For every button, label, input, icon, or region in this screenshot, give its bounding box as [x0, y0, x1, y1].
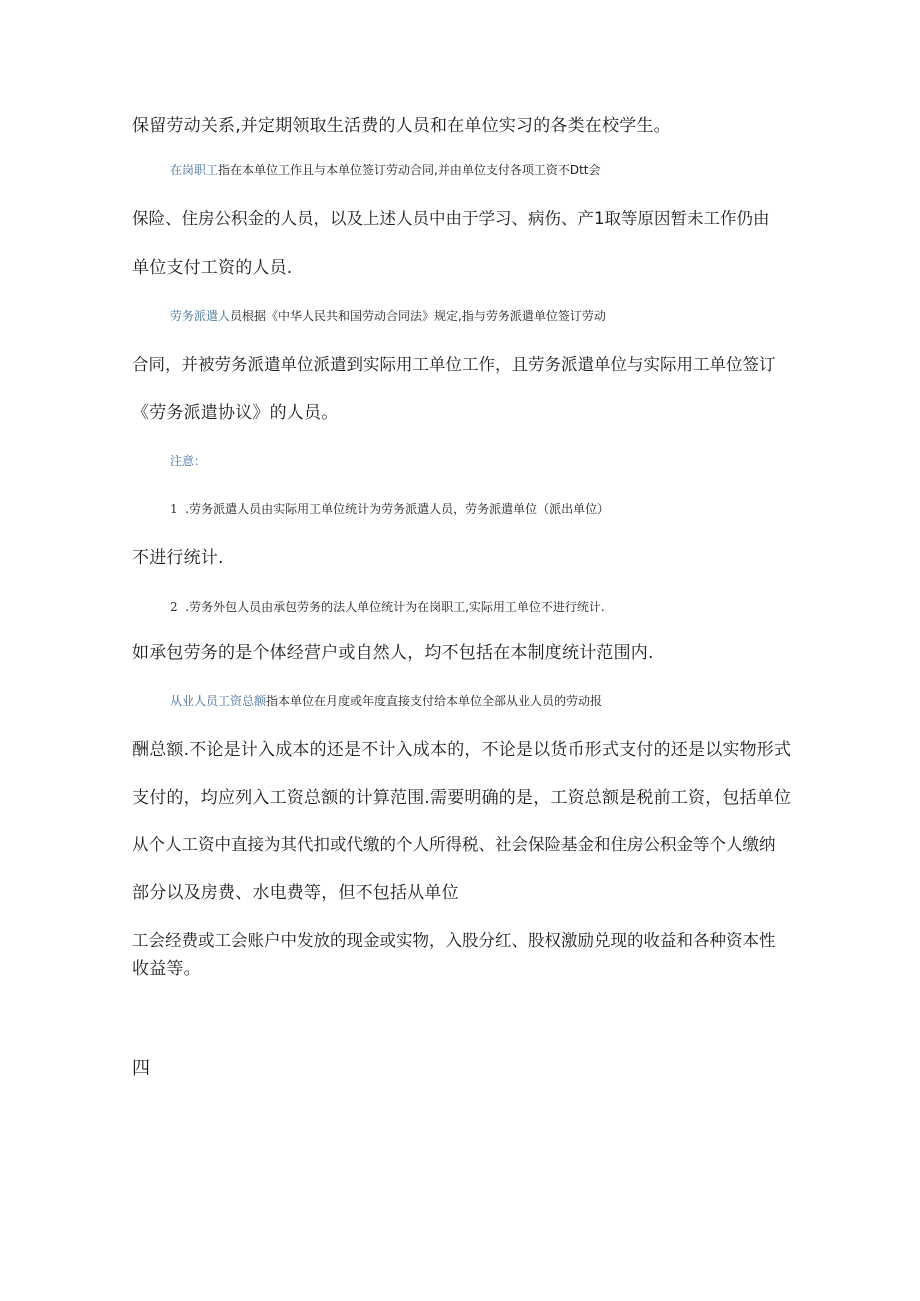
- note-1-line-2: 不进行统计.: [132, 548, 224, 568]
- paragraph-2-line-1-text: 指在本单位工作且与本单位签订劳动合同,并由单位支付各项工资不Dtt会: [218, 163, 601, 177]
- note-1-line-1: [170, 499, 830, 519]
- term-dispatched-staff: 劳务派遣人: [170, 309, 231, 323]
- paragraph-4-line-5: 部分以及房费、水电费等，但不包括从单位: [132, 883, 459, 903]
- paragraph-3-line-3: 《劳务派遣协议》的人员。: [132, 403, 339, 423]
- paragraph-4-line-7: 收益等。: [132, 959, 201, 979]
- paragraph-4-line-1: [170, 691, 830, 711]
- paragraph-4-line-3: 支付的，均应列入工资总额的计算范围.需要明确的是，工资总额是税前工资，包括单位: [132, 788, 792, 808]
- paragraph-2-line-3: 单位支付工资的人员.: [132, 258, 293, 278]
- note-2-line-1: [170, 597, 830, 617]
- note-2-number: 2: [170, 600, 178, 614]
- note-1-number: 1: [170, 502, 178, 516]
- note-2-line-2: 如承包劳务的是个体经营户或自然人，均不包括在本制度统计范围内.: [132, 643, 654, 663]
- paragraph-4-line-2: 酬总额.不论是计入成本的还是不计入成本的，不论是以货币形式支付的还是以实物形式: [132, 740, 792, 760]
- term-on-duty-staff: 在岗职工: [170, 163, 219, 177]
- paragraph-3-line-1-text: 员根据《中华人民共和国劳动合同法》规定,指与劳务派遣单位签订劳动: [230, 309, 606, 323]
- paragraph-3-line-2: 合同，并被劳务派遣单位派遣到实际用工单位工作，且劳务派遣单位与实际用工单位签订: [132, 355, 776, 374]
- paragraph-1-line-1: 保留劳动关系,并定期领取生活费的人员和在单位实习的各类在校学生。: [132, 116, 671, 136]
- paragraph-4-line-6: 工会经费或工会账户中发放的现金或实物，入股分红、股权激励兑现的收益和各种资本性: [132, 931, 776, 950]
- section-marker: 四: [132, 1058, 151, 1079]
- paragraph-4-line-1-text: 指本单位在月度或年度直接支付给本单位全部从业人员的劳动报: [266, 694, 603, 708]
- note-label: 注意：: [170, 454, 207, 468]
- note-1-line-1-text: .劳务派遣人员由实际用工单位统计为劳务派遣人员，劳务派遣单位（派出单位）: [185, 502, 610, 516]
- paragraph-2-line-1: [170, 160, 830, 180]
- paragraph-3-line-1: [170, 306, 830, 326]
- term-total-wages: 从业人员工资总额: [170, 694, 267, 708]
- paragraph-4-line-4: 从个人工资中直接为其代扣或代缴的个人所得税、社会保险基金和住房公积金等个人缴纳: [132, 835, 776, 854]
- note-2-line-1-text: .劳务外包人员由承包劳务的法人单位统计为在岗职工,实际用工单位不进行统计.: [185, 600, 605, 614]
- paragraph-2-line-2: 保险、住房公积金的人员，以及上述人员中由于学习、病伤、产1取等原因暂未工作仍由: [132, 209, 770, 228]
